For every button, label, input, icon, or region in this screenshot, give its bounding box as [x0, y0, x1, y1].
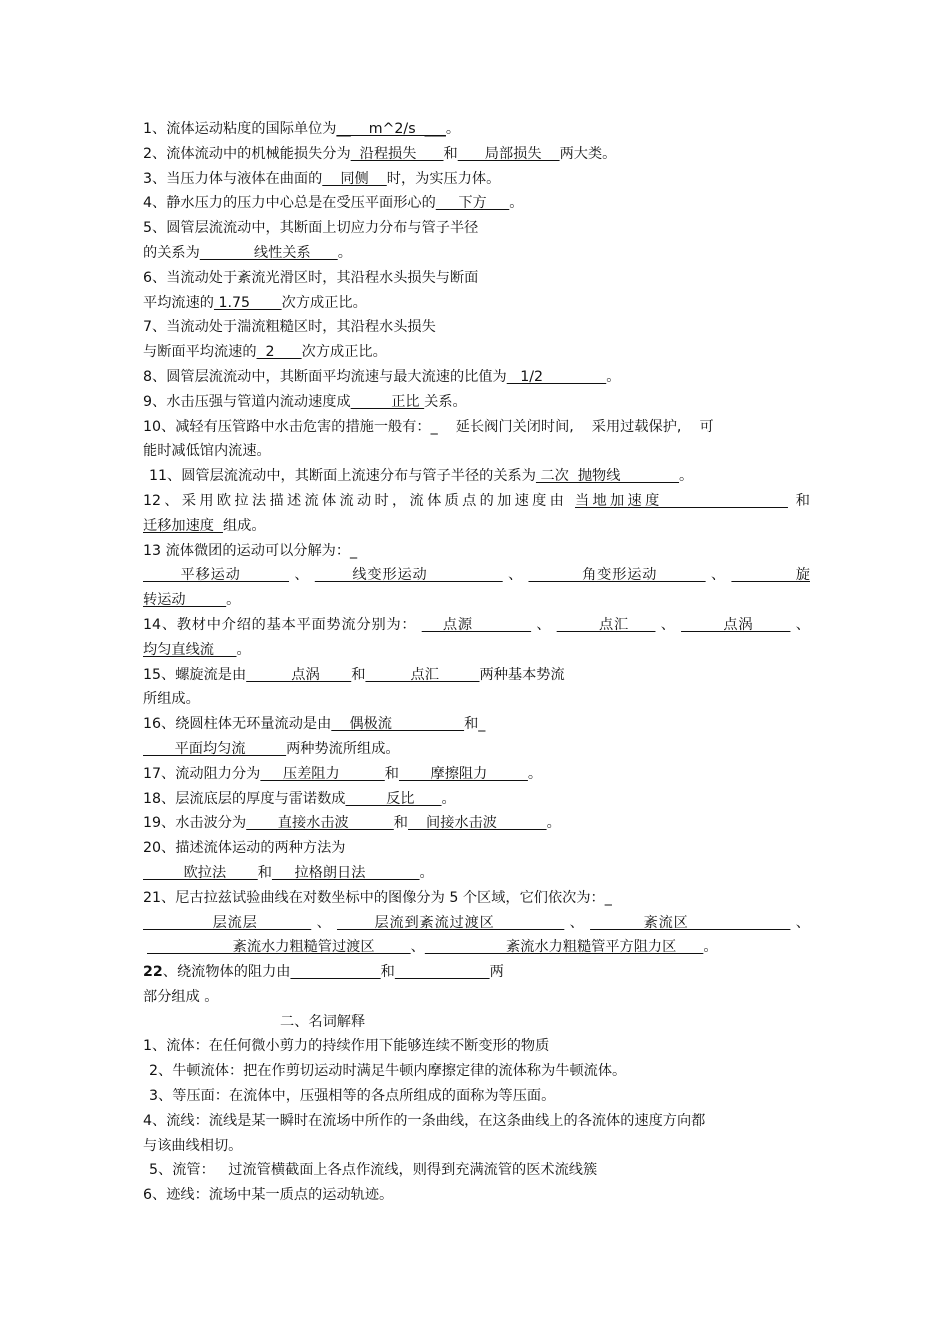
question-7-line2: 与断面平均流速的 2 次方成正比。 [143, 344, 387, 361]
question-22-line1: 22、绕流物体的阻力由 和 两 [143, 964, 504, 981]
answer-blank: 1/2 [506, 368, 607, 385]
question-14-line1: 14、教材中介绍的基本平面势流分别为： 点源 、 点汇 、 点涡 、 [143, 616, 810, 633]
answer-blank: __ m^2/s ___ [336, 121, 446, 137]
answer-blank: 平移运动 [143, 567, 290, 584]
question-13-line3: 转运动 。 [143, 592, 241, 609]
answer-blank: 紊流水力粗糙管过渡区 [147, 939, 411, 956]
question-8: 8、圆管层流流动中，其断面平均流速与最大流速的比值为 1/2 。 [143, 368, 621, 385]
term-definition: 1、流体：在任何微小剪力的持续作用下能够连续不断变形的物质 [143, 1038, 550, 1055]
question-20-line1: 20、描述流体运动的两种方法为 [143, 840, 346, 857]
answer-blank: 二次 抛物线 [535, 468, 680, 485]
question-11: 11、圆管层流流动中，其断面上流速分布与管子半径的关系为 二次 抛物线 。 [149, 468, 694, 485]
term-definition: 2、牛顿流体：把在作剪切运动时满足牛顿内摩擦定律的流体称为牛顿流体。 [149, 1063, 627, 1080]
question-10-line1: 10、减轻有压管路中水击危害的措施一般有：_ 延长阀门关闭时间, 采用过载保护, 可 [143, 418, 714, 435]
question-3: 3、当压力体与液体在曲面的 同侧 时，为实压力体。 [143, 170, 501, 187]
answer-blank: 紊流区 [590, 914, 791, 931]
question-19: 19、水击波分为 直接水击波 和 间接水击波 。 [143, 815, 561, 832]
answer-blank: 摩擦阻力 [398, 765, 528, 782]
question-9: 9、水击压强与管道内流动速度成 正比 关系。 [143, 393, 467, 410]
question-4: 4、静水压力的压力中心总是在受压平面形心的 下方 。 [143, 195, 524, 212]
question-15-line1: 15、螺旋流是由 点涡 和 点汇 两种基本势流 [143, 666, 565, 683]
answer-blank: 当地加速度 [575, 492, 788, 509]
answer-blank [290, 964, 380, 980]
term-definition: 与该曲线相切。 [143, 1137, 243, 1154]
answer-blank: 同侧 [322, 170, 387, 187]
question-20-line2: 欧拉法 和 拉格朗日法 。 [143, 864, 434, 881]
answer-blank: 迁移加速度 [143, 517, 223, 534]
answer-blank: 层流到紊流过渡区 [336, 914, 565, 931]
term-definition: 5、流管： 过流管横截面上各点作流线，则得到充满流管的医术流线簇 [149, 1162, 598, 1179]
answer-blank: 点汇 [365, 666, 480, 683]
answer-blank: 间接水击波 [408, 815, 547, 832]
question-6-line2: 平均流速的 1.75 次方成正比。 [143, 294, 367, 311]
answer-blank: 拉格朗日法 [271, 864, 420, 881]
question-7-line1: 7、当流动处于湍流粗糙区时，其沿程水头损失 [143, 319, 436, 336]
answer-blank: 2 [256, 344, 302, 361]
question-18: 18、层流底层的厚度与雷诺数成 反比 。 [143, 790, 456, 807]
answer-blank: 层流层 [143, 914, 312, 931]
document-body [143, 117, 810, 1208]
answer-blank: 线变形运动 [314, 567, 503, 584]
question-21-line1: 21、尼古拉兹试验曲线在对数坐标中的图像分为 5 个区域，它们依次为：_ [143, 889, 612, 906]
question-16-line1: 16、绕圆柱体无环量流动是由 偶极流 和_ [143, 716, 486, 733]
term-definition: 6、迹线：流场中某一质点的运动轨迹。 [143, 1187, 394, 1204]
question-5-line1: 5、圆管层流流动中，其断面上切应力分布与管子半径 [143, 220, 479, 237]
answer-blank: 旋 [731, 567, 810, 584]
answer-blank: 偶极流 [331, 716, 465, 733]
answer-blank: 局部损失 [457, 145, 560, 162]
answer-blank: 均匀直线流 [143, 641, 237, 658]
question-1: 1、流体运动粘度的国际单位为__ m^2/s ___。 [143, 121, 461, 137]
question-6-line1: 6、当流动处于紊流光滑区时，其沿程水头损失与断面 [143, 269, 479, 286]
answer-blank: 直接水击波 [246, 815, 394, 832]
question-12-line1: 12、采用欧拉法描述流体流动时，流体质点的加速度由 当地加速度 和 [143, 492, 810, 509]
question-16-line2: 平面均匀流 两种势流所组成。 [143, 740, 400, 757]
section-title: 二、名词解释 [280, 1013, 366, 1030]
answer-blank [395, 964, 490, 980]
answer-blank: 反比 [345, 790, 442, 807]
question-17: 17、流动阻力分为 压差阻力 和 摩擦阻力 。 [143, 765, 543, 782]
answer-blank: 点涡 [681, 616, 791, 633]
question-10-line2: 能时减低馆内流速。 [143, 443, 271, 460]
question-21-line2: 层流层 、 层流到紊流过渡区 、 紊流区 、 [143, 914, 810, 931]
answer-blank: 压差阻力 [260, 765, 385, 782]
answer-blank: 紊流水力粗糙管平方阻力区 [424, 939, 704, 956]
question-13-line1: 13 流体微团的运动可以分解为：_ [143, 542, 358, 559]
answer-blank: 正比 [350, 393, 425, 410]
answer-blank: 角变形运动 [528, 567, 706, 584]
question-22-line2: 部分组成 。 [143, 988, 219, 1005]
question-13-line2: 平移运动 、 线变形运动 、 角变形运动 、 旋 [143, 567, 810, 584]
answer-blank: 沿程损失 [350, 145, 444, 162]
question-5-line2: 的关系为 线性关系 。 [143, 244, 352, 261]
term-definition: 4、流线：流线是某一瞬时在流场中所作的一条曲线，在这条曲线上的各流体的速度方向都 [143, 1112, 706, 1129]
answer-blank: 转运动 [143, 592, 227, 609]
question-15-line2: 所组成。 [143, 691, 200, 708]
question-2: 2、流体流动中的机械能损失分为 沿程损失 和 局部损失 两大类。 [143, 145, 617, 162]
answer-blank: 欧拉法 [143, 864, 258, 881]
answer-blank: 点涡 [246, 666, 352, 683]
answer-blank: 线性关系 [199, 244, 338, 261]
answer-blank: 点源 [421, 616, 532, 633]
answer-blank: 下方 [435, 195, 510, 212]
answer-blank: 点汇 [556, 616, 656, 633]
answer-blank: 平面均匀流 [143, 740, 287, 757]
question-12-line2: 迁移加速度 组成。 [143, 517, 266, 534]
term-definition: 3、等压面：在流体中，压强相等的各点所组成的面称为等压面。 [149, 1088, 556, 1105]
answer-blank: 1.75 [213, 294, 282, 311]
question-14-line2: 均匀直线流 。 [143, 641, 251, 658]
question-21-line3: 紊流水力粗糙管过渡区 、 紊流水力粗糙管平方阻力区 。 [147, 939, 718, 956]
